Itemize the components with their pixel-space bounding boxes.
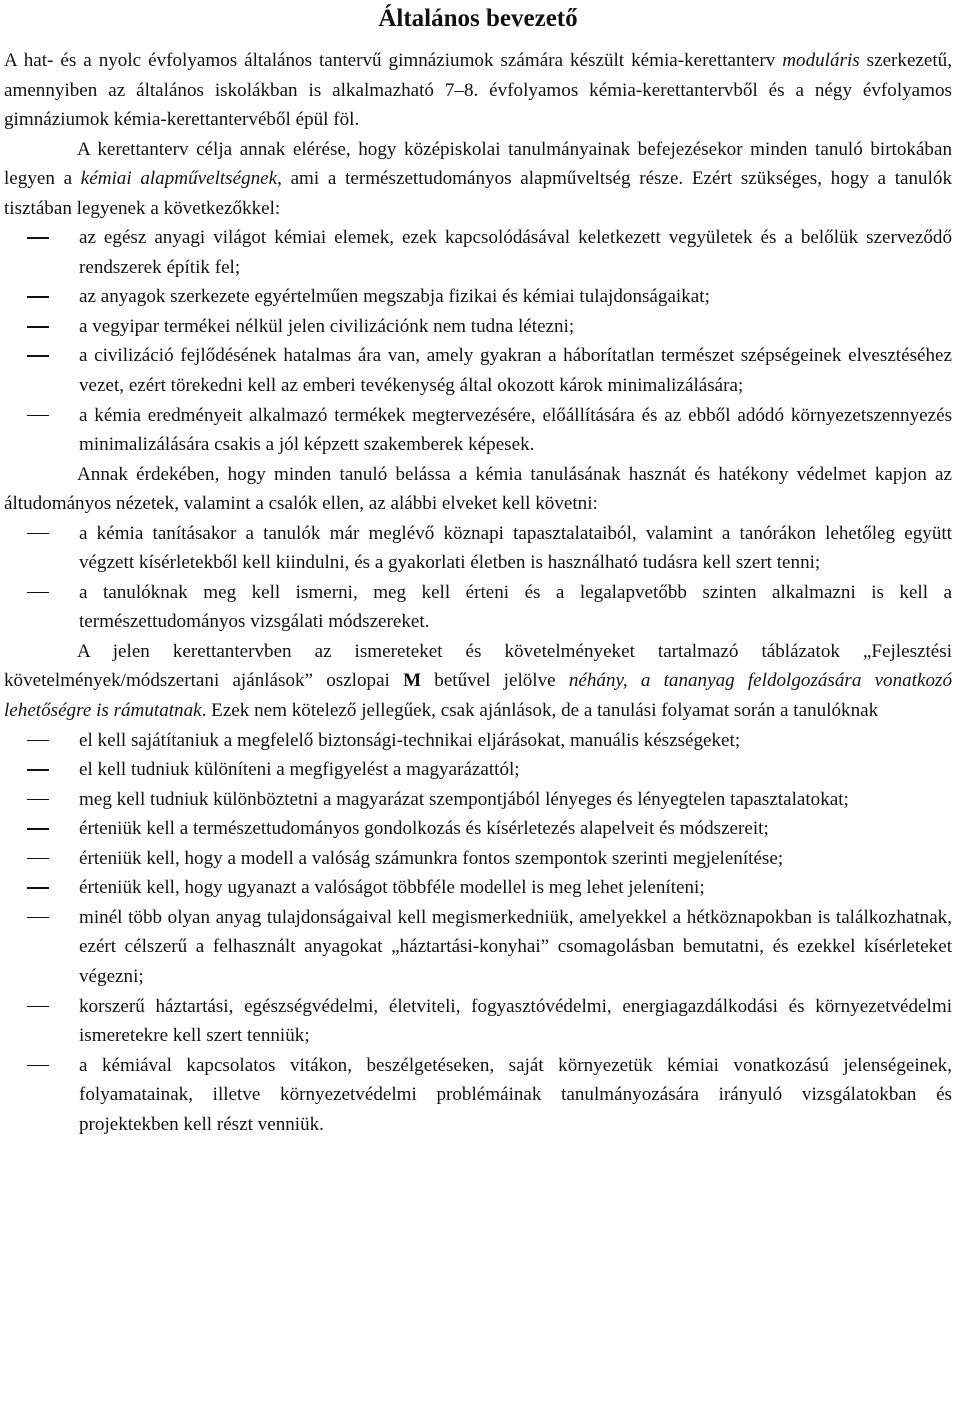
list-item-text: a kémiával kapcsolatos vitákon, beszélgetéseken, saját környezetük kémiai vonatkozású jelenségeinek, folyamatainak, illetve környezetvédelmi problémáinak tanulmányozására irányuló vizsgálatokban és projektekben kell részt venniük. (79, 1054, 952, 1135)
dash-bullet (27, 1065, 49, 1067)
text-run: , ami a természettudományos alapműveltség része. Ezért szükséges, hogy a tanulók tisztában legyenek a következőkkel: (4, 168, 952, 219)
list-item-text: a tanulóknak meg kell ismerni, meg kell érteni és a legalapvetőbb szinten alkalmazni is kell a természettudományos vizsgálati módszereket. (79, 581, 952, 633)
dash-bullet (27, 887, 49, 889)
dash-bullet (27, 533, 49, 535)
list-knowledge (4, 223, 952, 459)
dash-bullet (27, 1006, 49, 1008)
text-run: A jelen kerettantervben az ismereteket és követelményeket tartalmazó táblázatok „Fejlesztési követelmények/módszertani ajánlások” oszlopai (4, 640, 952, 692)
list-item (4, 341, 952, 400)
paragraph-intro (4, 46, 952, 135)
list-item (4, 814, 952, 844)
list-item-text: az egész anyagi világot kémiai elemek, ezek kapcsolódásával keletkezett vegyületek és a belőlük szerveződő rendszerek építik fel; (79, 227, 952, 278)
dash-bullet (27, 355, 49, 357)
list-item-text: a kémia eredményeit alkalmazó termékek megtervezésére, előállítására és az ebből adódó környezetszennyezés minimalizálására csakis a jól képzett szakemberek képesek. (79, 404, 952, 456)
list-item (4, 726, 952, 756)
text-run: A hat- és a nyolc évfolyamos általános tantervű gimnáziumok számára készült kémia-kerettanterv (4, 50, 783, 71)
list-item (4, 844, 952, 874)
dash-bullet (27, 296, 49, 298)
list-item (4, 1051, 952, 1140)
emphasis-text: moduláris (782, 50, 860, 71)
list-item-text: minél több olyan anyag tulajdonságaival kell megismerkedniük, amelyekkel a hétköznapokban is találkozhatnak, ezért célszerű a felhasznált anyagokat „háztartási-konyhai” csomagolásban bemutatni, és ezekkel kísérleteket végezni; (79, 906, 952, 987)
list-item (4, 785, 952, 815)
text-run: betűvel jelölve (421, 670, 569, 692)
paragraph-principles: Annak érdekében, hogy minden tanuló belássa a kémia tanulásának hasznát és hatékony védelmet kapjon az áltudományos nézetek, valamint a csalók ellen, az alábbi elveket kell követni: (4, 463, 952, 515)
list-item (4, 282, 952, 312)
emphasis-text: néhány, a tananyag feldolgozására vonatkozó lehetőségre is rámutatnak (4, 670, 952, 722)
dash-bullet (27, 740, 49, 742)
list-item (4, 903, 952, 992)
bold-letter: M (403, 670, 422, 692)
list-item-text: a civilizáció fejlődésének hatalmas ára van, amely gyakran a háborítatlan természet szépségeinek elvesztéséhez vezet, ezért törekedni kell az emberi tevékenység által okozott károk minimalizálására; (79, 345, 952, 397)
list-item-text: érteniük kell, hogy a modell a valóság számunkra fontos szempontok szerinti megjelenítése; (79, 847, 784, 869)
list-item (4, 873, 952, 903)
list-item (4, 578, 952, 637)
dash-bullet (27, 326, 49, 328)
list-item-text: érteniük kell a természettudományos gondolkozás és kísérletezés alapelveit és módszereit; (79, 818, 769, 840)
list-item (4, 312, 952, 342)
list-item-text: el kell tudniuk különíteni a megfigyelést a magyarázattól; (79, 759, 520, 781)
dash-bullet (27, 828, 49, 830)
list-item-text: a kémia tanításakor a tanulók már meglévő köznapi tapasztalataiból, valamint a tanórákon lehetőleg együtt végzett kísérletekből kell kiindulni, és a gyakorlati életben is használható tudásra kell szert tenni; (79, 522, 952, 574)
text-run: szerkezetű, amennyiben az általános iskolákban is alkalmazható 7–8. évfolyamos kémia-kerettantervből és a négy évfolyamos gimnáziumok kémia-kerettantervéből épül föl. (4, 50, 952, 131)
list-item (4, 223, 952, 282)
list-item-text: az anyagok szerkezete egyértelműen megszabja fizikai és kémiai tulajdonságaikat; (79, 286, 710, 308)
dash-bullet (27, 917, 49, 919)
list-item-text: érteniük kell, hogy ugyanazt a valóságot többféle modellel is meg lehet jeleníteni; (79, 877, 705, 899)
dash-bullet (27, 799, 49, 801)
dash-bullet (27, 592, 49, 594)
paragraph-recommendations (4, 637, 952, 726)
list-skills (4, 726, 952, 1140)
list-item-text: el kell sajátítaniuk a megfelelő biztonsági-technikai eljárásokat, manuális készségeket; (79, 729, 741, 751)
dash-bullet (27, 769, 49, 771)
text-run: . Ezek nem kötelező jellegűek, csak ajánlások, de a tanulási folyamat során a tanulóknak (201, 700, 879, 722)
dash-bullet (27, 415, 49, 417)
list-item (4, 992, 952, 1051)
emphasis-text: kémiai alapműveltségnek (80, 168, 278, 190)
page-title: Általános bevezető (378, 5, 578, 32)
list-item (4, 401, 952, 460)
paragraph-goal (4, 135, 952, 224)
list-item-text: korszerű háztartási, egészségvédelmi, életviteli, fogyasztóvédelmi, energiagazdálkodási és környezetvédelmi ismeretekre kell szert tenniük; (79, 995, 952, 1047)
text-run: A kerettanterv célja annak elérése, hogy középiskolai tanulmányainak befejezésekor minden tanuló birtokában legyen a (4, 138, 952, 190)
list-principles (4, 519, 952, 637)
list-item-text: a vegyipar termékei nélkül jelen civilizációnk nem tudna létezni; (79, 315, 575, 337)
list-item (4, 519, 952, 578)
dash-bullet (27, 858, 49, 860)
list-item-text: meg kell tudniuk különböztetni a magyarázat szempontjából lényeges és lényegtelen tapasztalatokat; (79, 788, 849, 810)
dash-bullet (27, 237, 49, 239)
list-item (4, 755, 952, 785)
